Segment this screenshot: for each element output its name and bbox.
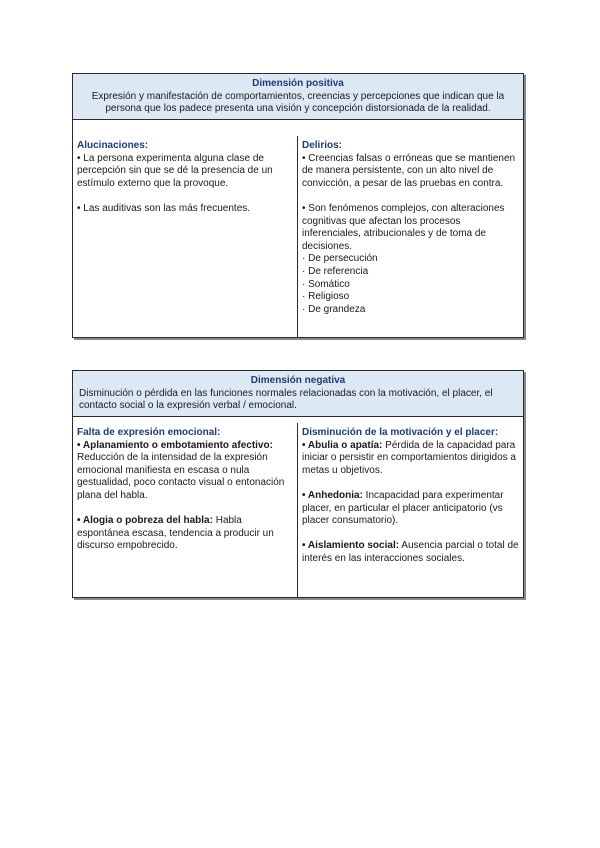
positive-title: Dimensión positiva [252, 78, 344, 89]
negative-description: Disminución o pérdida en las funciones normales relacionadas con la motivación, el placer, el contacto social o la expresión verbal / emocional. [79, 387, 493, 411]
list-item: · De referencia [302, 265, 369, 277]
negative-title: Dimensión negativa [250, 375, 346, 386]
alogia-item [77, 515, 293, 553]
delusions-point-2: • Son fenómenos complejos, con alteraciones cognitivas que afectan los procesos inferenciales, atribucionales y de toma de decisiones. [302, 202, 505, 252]
flattening-text: Reducción de la intensidad de la expresión emocional manifiesta en escasa o nula gestualidad, poco contacto visual o entonación plana del habla. [77, 452, 285, 501]
list-item: · Religioso [302, 291, 350, 303]
isolation-label: • Aislamiento social: [302, 540, 400, 552]
hallucinations-point-2: • Las auditivas son las más frecuentes. [77, 202, 251, 214]
motivation-cell [298, 423, 523, 597]
delusions-point-1: • Creencias falsas o erróneas que se mantienen de manera persistente, con un alto nivel de convicción, a pesar de las pruebas en contra. [302, 152, 516, 189]
abulia-text: Pérdida de la capacidad para iniciar o persistir en comportamientos dirigidos a metas u objetivos. [302, 439, 516, 476]
anhedonia-text: Incapacidad para experimentar placer, en particular el placer anticipatorio (vs placer consumatorio). [302, 489, 504, 527]
hallucinations-point-1: • La persona experimenta alguna clase de percepción sin que se dé la presencia de un estímulo externo que la provoque. [77, 152, 273, 189]
list-item: · De grandeza [302, 303, 366, 315]
positive-dimension-table [72, 73, 524, 338]
hallucinations-title: Alucinaciones: [77, 140, 149, 151]
alogia-label: • Alogia o pobreza del habla: [77, 515, 213, 527]
positive-header [73, 74, 523, 120]
motivation-title: Disminución de la motivación y el placer: [302, 427, 499, 438]
list-item: · De persecución [302, 253, 378, 265]
delusions-cell [298, 136, 523, 337]
positive-description: Expresión y manifestación de comportamientos, creencias y percepciones que indican que la persona que los padece presenta una visión y concepción distorsionada de la realidad. [91, 90, 505, 114]
abulia-label: • Abulia o apatía: [302, 439, 383, 451]
anhedonia-label: • Anhedonia: [302, 489, 363, 501]
alogia-text: Habla espontánea escasa, tendencia a producir un discurso empobrecido. [77, 515, 274, 552]
delusions-title: Delirios: [302, 140, 343, 151]
delusion-types-list [302, 253, 519, 316]
anhedonia-item [302, 490, 519, 528]
emotional-expression-cell [73, 423, 298, 597]
isolation-text: Ausencia parcial o total de interés en las interacciones sociales. [302, 540, 519, 564]
flattening-label: • Aplanamiento o embotamiento afectivo: [77, 439, 273, 451]
flattening-item [77, 440, 293, 503]
negative-dimension-table [72, 370, 524, 598]
isolation-item [302, 540, 519, 565]
emotional-expression-title: Falta de expresión emocional: [77, 427, 221, 438]
negative-header [73, 371, 523, 417]
abulia-item [302, 440, 519, 478]
list-item: · Somático [302, 278, 350, 290]
hallucinations-cell [73, 136, 298, 337]
